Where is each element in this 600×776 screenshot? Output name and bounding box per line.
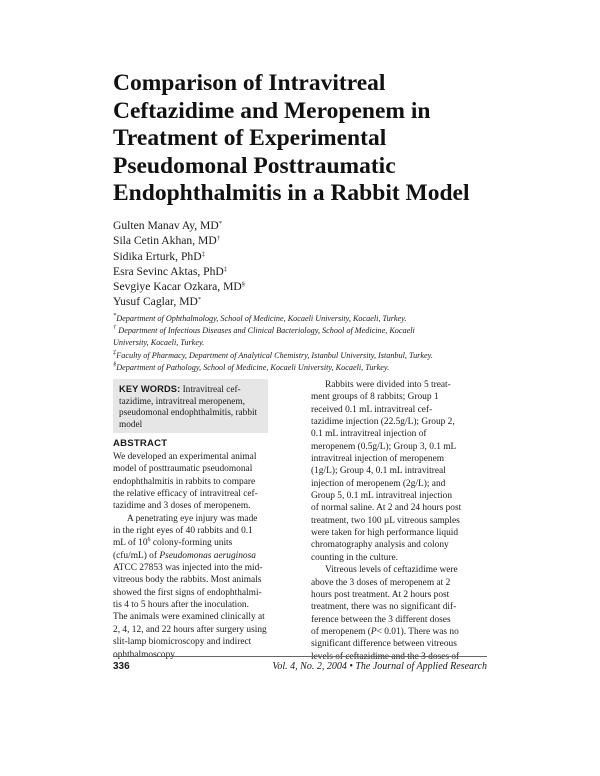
keywords-text: pseudomonal endophthalmitis, rabbit [119,408,258,419]
author-list [113,218,245,310]
title-line: Comparison of Intravitreal [113,70,386,96]
affiliation: *Department of Ophthalmology, School of Medicine, Kocaeli University, Kocaeli, Turkey. [113,312,407,323]
affiliations [113,313,493,374]
keywords-label: KEY WORDS: [119,384,181,394]
affiliation: §Department of Pathology, School of Medicine, Kocaeli University, Kocaeli, Turkey. [113,360,390,372]
body-paragraph: Rabbits were divided into 5 treat- ment groups of 8 rabbits; Group 1 received 0.1 mL intravitreal cef- tazidime injection (22.5g/L); Group 2, 0.1 mL intravitreal injection of meropenem (0.5g/L); Group 3, 0.1 mL intravitreal injection of meropenem (1g/L); Group 4, 0.1 mL intravitreal injection of meropenem (2g/L); and Group 5, 0.1 mL intravitreal injection of normal saline. At 2 and 24 hours post treatment, two 100 µL vitreous samples were taken for high performance liquid chromatography analysis and colony counting in the culture. [311,380,462,563]
author: Esra Sevinc Aktas, PhD‡ [113,264,228,278]
article-title [113,70,533,208]
affiliation: † Department of Infectious Diseases and Clinical Bacteriology, School of Medicine, Kocaeli University, Kocaeli, Turkey. [113,324,415,348]
author: Sila Cetin Akhan, MD† [113,234,220,248]
keywords-text: Intravitreal cef- [180,385,241,395]
title-line: Ceftazidime and Meropenem in [113,97,431,124]
abstract-heading: ABSTRACT [113,438,168,449]
page-number: 336 [113,661,130,672]
title-line: Pseudomonal Posttraumatic [113,152,396,179]
right-column [311,379,476,663]
keywords-text: model [119,419,143,430]
author: Yusuf Caglar, MD* [113,295,202,309]
affiliation: ‡Faculty of Pharmacy, Department of Analytical Chemistry, Istanbul University, Istanbul, Turkey. [113,348,433,360]
title-line: Treatment of Experimental [113,125,387,152]
abstract-paragraph: A penetrating eye injury was made in the right eyes of 40 rabbits and 0.1 mL of $10^6$ colony-forming units (cfu/mL) of Pseudomonas aeruginosa ATCC 27853 was injected into the mid- vitreous body the rabbits. Most animals showed the first signs of endophthalmi- tis 4 to 5 hours after the inoculation. The animals were examined clinically at 2, 4, 12, and 22 hours after surgery using slit-lamp biomicroscopy and indirect ophthalmoscopy. [113,513,267,660]
author: Gulten Manav Ay, MD* [113,219,222,232]
author: Sidika Erturk, PhD‡ [113,249,205,263]
footer-rule [113,656,487,657]
title-line: Endophthalmitis in a Rabbit Model [113,180,470,207]
author: Sevgiye Kacar Ozkara, MD§ [113,280,246,294]
body-paragraph: Vitreous levels of ceftazidime were above the 3 doses of meropenem at 2 hours post treatment. At 2 hours post treatment, there was no significant dif- ference between the 3 different doses of meropenem (P< 0.01). There was no significant difference between vitreous levels of ceftazidime and the 3 doses of [311,565,460,662]
keywords-box [113,379,268,433]
left-column [113,451,273,661]
abstract-paragraph: We developed an experimental animal model of posttraumatic pseudomonal endophthalmitis in rabbits to compare the relative efficacy of intravitreal cef- tazidime and 3 doses of meropenem. [113,452,258,512]
keywords-text: tazidime, intravitreal meropenem, [119,396,245,407]
journal-citation: Vol. 4, No. 2, 2004 • The Journal of Applied Research [272,661,487,672]
organism-name: Pseudomonas aeruginosa [159,550,256,561]
